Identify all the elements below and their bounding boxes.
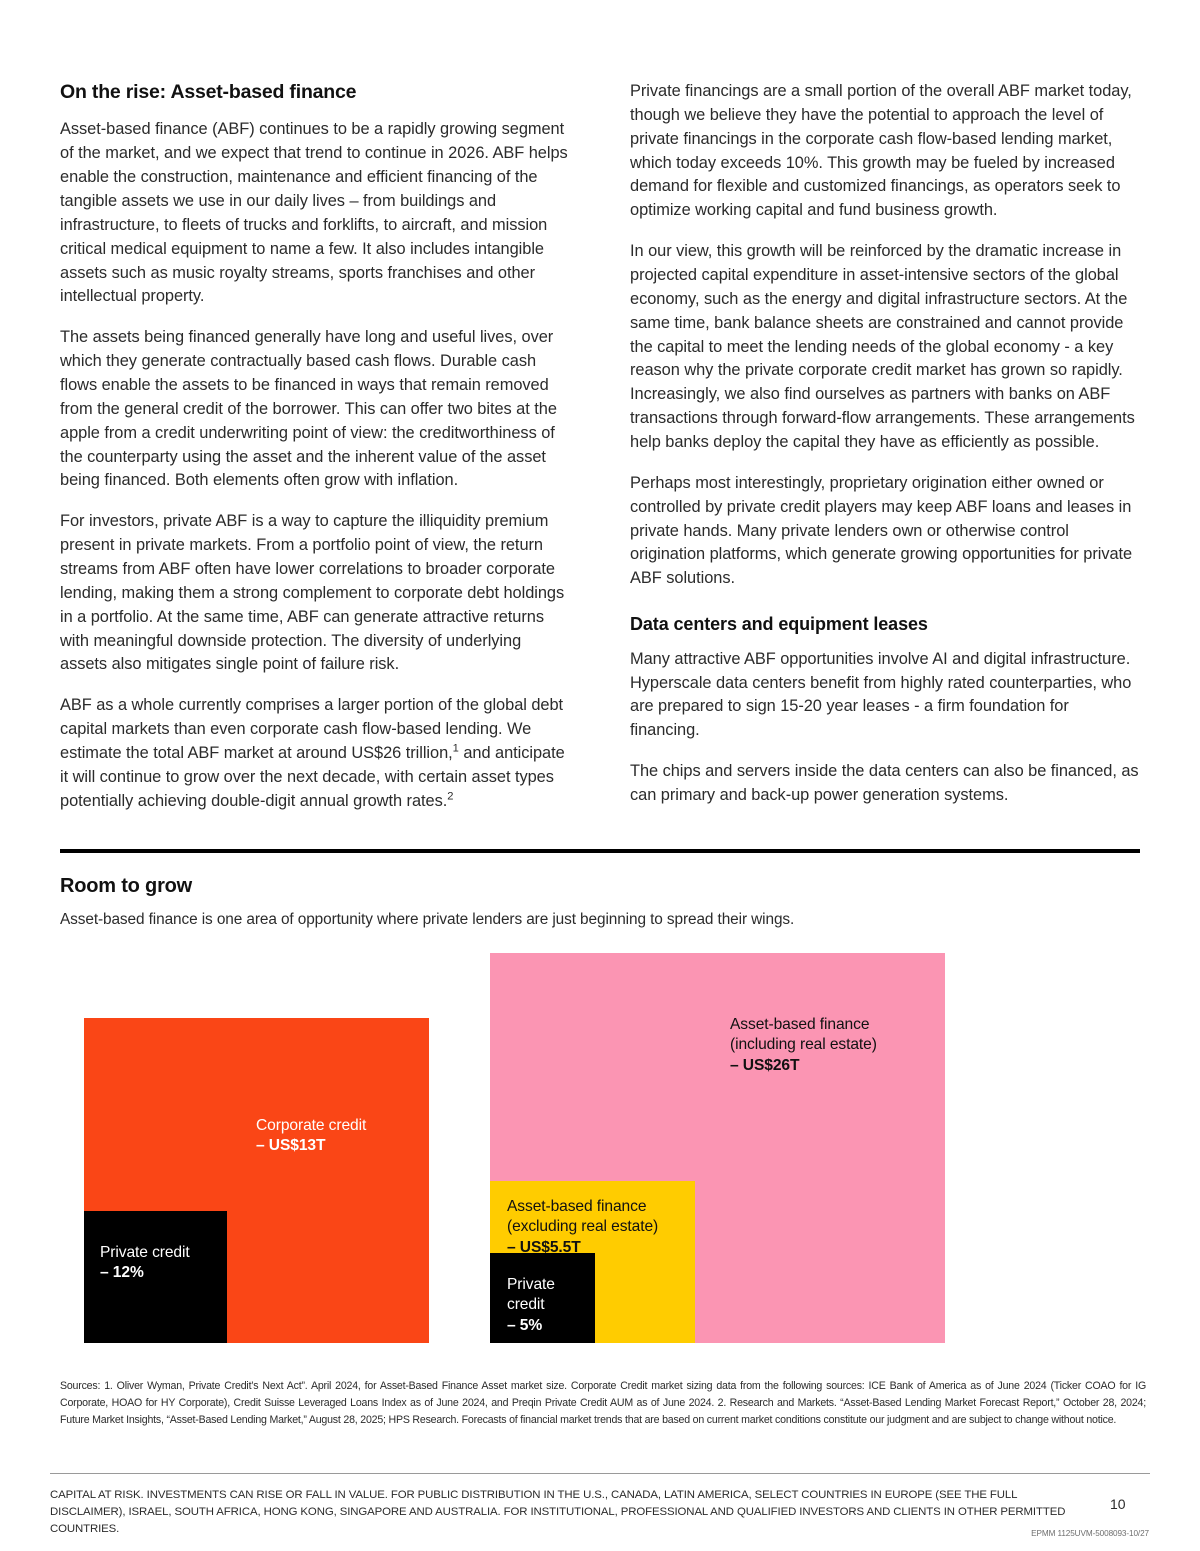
corporate-credit-label-value: – US$13T — [256, 1137, 326, 1155]
sources-note: Sources: 1. Oliver Wyman, Private Credit’s Next Act”. April 2024, for Asset-Based Finance Asset market size. Corporate Credit market sizing data from the following sources: ICE Bank of America as of June 2024 (Ticker COAO for IG Corporate, HOAO for HY Corporate), Credit Suisse Leveraged Loans Index as of June 2024, and Preqin Private Credit AUM as of June 2024. 2. Research and Markets. “Asset-Based Lending Market Forecast Report,” October 28, 2024; Future Market Insights, “Asset-Based Lending Market,” August 28, 2025; HPS Research. Forecasts of financial market trends that are based on current market conditions constitute our judgment and are subject to change without notice. — [60, 1380, 1146, 1427]
corporate-credit-label-title: Corporate credit — [256, 1116, 367, 1134]
corporate-private-credit-label-value: – 12% — [100, 1264, 144, 1282]
paragraph: The assets being financed generally have long and useful lives, over which they generate contractually based cash flows. Durable cash flows enable the assets to be financed in ways that remain removed from the general credit of the borrower. This can offer two bites at the apple from a credit underwriting point of view: the creditworthiness of the counterparty using the asset and the inherent value of the asset being financed. Both elements often grow with inflation. — [60, 328, 557, 490]
paragraph-with-footnotes — [60, 694, 570, 813]
footer-divider — [50, 1473, 1150, 1474]
article-body — [60, 80, 1140, 814]
abf-private-credit-label-line2: credit — [507, 1296, 545, 1314]
section-divider — [60, 849, 1140, 853]
abf-including-label-line1: Asset-based finance — [730, 1015, 870, 1033]
page-number: 10 — [1110, 1496, 1126, 1512]
chart-plot-area — [60, 953, 1140, 1363]
chart-subtitle: Asset-based finance is one area of opportunity where private lenders are just beginning to spread their wings. — [60, 911, 795, 928]
abf-excluding-label-line1: Asset-based finance — [507, 1197, 647, 1215]
footnote-marker-1: 1 — [452, 742, 459, 755]
footnote-marker-2: 2 — [447, 790, 454, 803]
document-code: EPMM 1125UVM-5008093-10/27 — [1031, 1529, 1149, 1538]
subsection-title: Data centers and equipment leases — [630, 614, 928, 635]
article-right-column — [630, 80, 1140, 814]
abf-private-credit-label-line1: Private — [507, 1275, 555, 1293]
chart-section — [60, 875, 1140, 1363]
legal-disclaimer: CAPITAL AT RISK. INVESTMENTS CAN RISE OR FALL IN VALUE. FOR PUBLIC DISTRIBUTION IN THE U.S., CANADA, LATIN AMERICA, SELECT COUNTRIES IN EUROPE (SEE THE FULL DISCLAIMER), ISRAEL, SOUTH AFRICA, HONG KONG, SINGAPORE AND AUSTRALIA. FOR INSTITUTIONAL, PROFESSIONAL AND QUALIFIED INVESTORS AND CLIENTS IN OTHER PERMITTED COUNTRIES. — [50, 1489, 1066, 1535]
abf-including-label-line2: (including real estate) — [730, 1036, 877, 1054]
paragraph-text-part1: ABF as a whole currently comprises a larger portion of the global debt capital markets than even corporate cash flow-based lending. We estimate the total ABF market at around US$26 trillion, — [60, 696, 564, 762]
corporate-private-credit-label — [100, 1243, 190, 1284]
abf-including-real-estate-label — [730, 1015, 877, 1076]
paragraph: Many attractive ABF opportunities involve AI and digital infrastructure. Hyperscale data centers benefit from highly rated counterparties, who are prepared to sign 15-20 year leases - a firm foundation for financing. — [630, 649, 1132, 740]
paragraph: Private financings are a small portion of the overall ABF market today, though we believe they have the potential to approach the level of private financings in the corporate cash flow-based lending market, which today exceeds 10%. This growth may be fueled by increased demand for flexible and customized financings, as operators seek to optimize working capital and fund business growth. — [630, 82, 1132, 220]
paragraph: The chips and servers inside the data centers can also be financed, as can primary and back-up power generation systems. — [630, 762, 1139, 804]
paragraph: In our view, this growth will be reinforced by the dramatic increase in projected capital expenditure in asset-intensive sectors of the global economy, such as the energy and digital infrastructure sectors. At the same time, bank balance sheets are constrained and cannot provide the capital to meet the lending needs of the global economy - a key reason why the private corporate credit market has grown so rapidly. Increasingly, we also find ourselves as partners with banks on ABF transactions through forward-flow arrangements. These arrangements help banks deploy the capital they have as efficiently as possible. — [630, 242, 1135, 452]
paragraph-text-part2: and anticipate it will continue to grow over the next decade, with certain asset types potentially achieving double-digit annual growth rates. — [60, 744, 565, 810]
corporate-credit-label — [256, 1116, 366, 1157]
abf-private-credit-label — [507, 1275, 555, 1336]
abf-excluding-real-estate-label — [507, 1197, 658, 1258]
paragraph: Asset-based finance (ABF) continues to be a rapidly growing segment of the market, and we expect that trend to continue in 2026. ABF helps enable the construction, maintenance and efficient financing of the tangible assets we use in our daily lives – from buildings and infrastructure, to fleets of trucks and forklifts, to aircraft, and mission critical medical equipment to name a few. It also includes intangible assets such as music royalty streams, sports franchises and other intellectual property. — [60, 120, 568, 306]
chart-title: Room to grow — [60, 875, 193, 897]
abf-excluding-label-line2: (excluding real estate) — [507, 1218, 659, 1236]
page-title: On the rise: Asset-based finance — [60, 81, 357, 103]
abf-excluding-label-value: – US$5.5T — [507, 1238, 581, 1256]
abf-private-credit-label-value: – 5% — [507, 1316, 543, 1334]
article-left-column — [60, 80, 570, 814]
abf-including-label-value: – US$26T — [730, 1056, 800, 1074]
paragraph: For investors, private ABF is a way to capture the illiquidity premium present in private markets. From a portfolio point of view, the return streams from ABF often have lower correlations to broader corporate lending, making them a strong complement to corporate debt holdings in a portfolio. At the same time, ABF can generate attractive returns with meaningful downside protection. The diversity of underlying assets also mitigates single point of failure risk. — [60, 512, 565, 674]
paragraph: Perhaps most interestingly, proprietary origination either owned or controlled by private credit players may keep ABF loans and leases in private hands. Many private lenders own or otherwise control origination platforms, which generate growing opportunities for private ABF solutions. — [630, 473, 1133, 588]
corporate-private-credit-label-title: Private credit — [100, 1243, 190, 1261]
